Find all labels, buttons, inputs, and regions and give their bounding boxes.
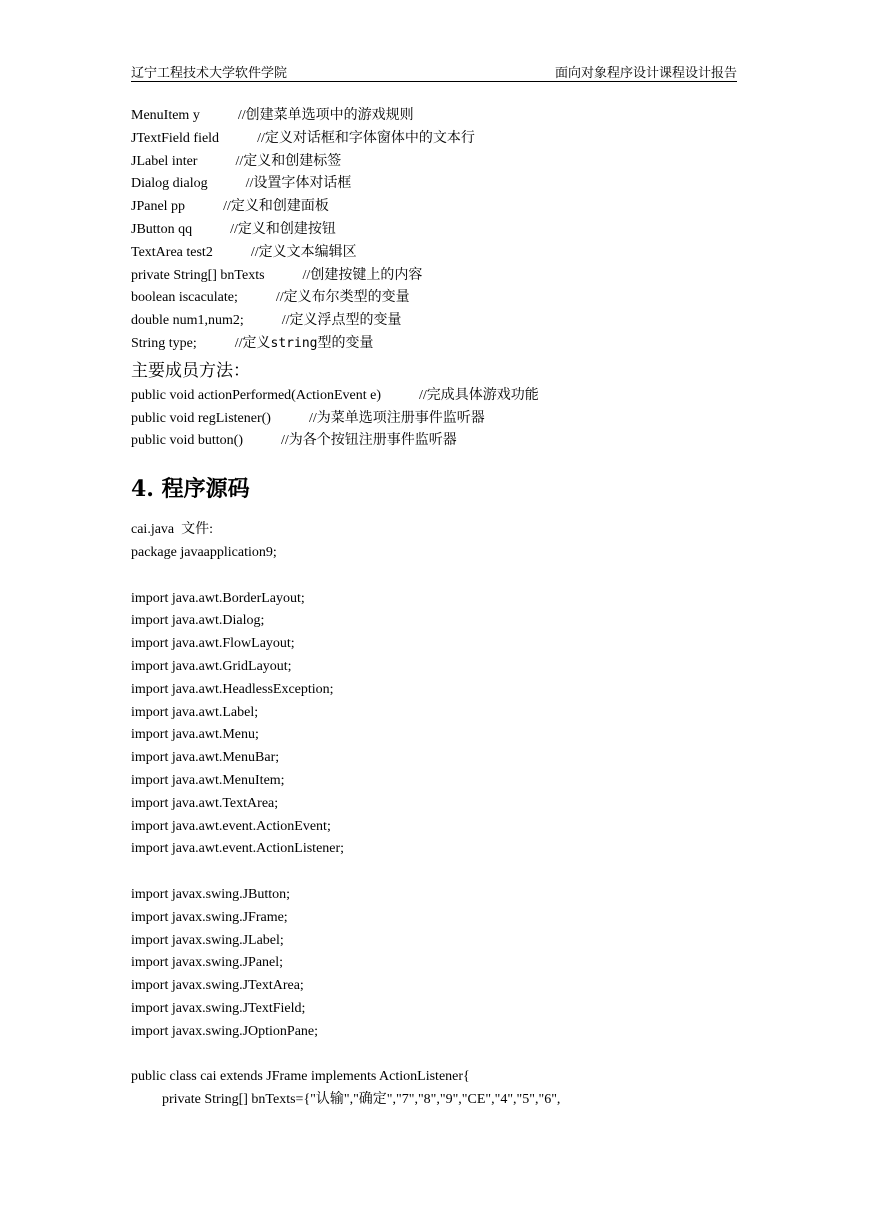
member-line: MenuItem y //创建菜单选项中的游戏规则 bbox=[131, 108, 414, 123]
import-line: import java.awt.BorderLayout; bbox=[131, 590, 305, 606]
import-line: import java.awt.TextArea; bbox=[131, 795, 279, 811]
method-line: public void actionPerformed(ActionEvent e) //完成具体游戏功能 bbox=[131, 387, 539, 403]
import-line: import java.awt.HeadlessException; bbox=[131, 681, 334, 697]
member-line: double num1,num2; //定义浮点型的变量 bbox=[131, 313, 402, 329]
class-declaration: public class cai extends JFrame implements ActionListener{ bbox=[131, 1069, 470, 1085]
file-label: cai.java 文件: bbox=[131, 522, 214, 538]
document-body bbox=[131, 105, 751, 1112]
member-line: Dialog dialog //设置字体对话框 bbox=[131, 176, 352, 192]
member-line-string-type: String type; //定义string型的变量 bbox=[131, 335, 374, 351]
header-report-title: 面向对象程序设计课程设计报告 bbox=[554, 65, 737, 80]
import-line: import javax.swing.JOptionPane; bbox=[131, 1023, 319, 1039]
import-line: import java.awt.Dialog; bbox=[131, 613, 265, 629]
blank-line bbox=[131, 1043, 751, 1066]
import-line: import java.awt.Label; bbox=[131, 704, 259, 720]
blank-line bbox=[131, 565, 751, 588]
member-line: JTextField field //定义对话框和字体窗体中的文本行 bbox=[131, 130, 475, 146]
import-line: import java.awt.event.ActionEvent; bbox=[131, 818, 331, 834]
member-line: JPanel pp //定义和创建面板 bbox=[131, 199, 329, 215]
import-line: import java.awt.event.ActionListener; bbox=[131, 841, 345, 857]
methods-heading: 主要成员方法： bbox=[131, 360, 250, 380]
page-header bbox=[131, 62, 737, 82]
header-school: 辽宁工程技术大学软件学院 bbox=[131, 65, 288, 80]
method-line: public void button() //为各个按钮注册事件监听器 bbox=[131, 433, 457, 449]
package-line: package javaapplication9; bbox=[131, 544, 277, 560]
member-line: TextArea test2 //定义文本编辑区 bbox=[131, 244, 357, 260]
bntexts-line: private String[] bnTexts={"认输","确定","7","8","9","CE","4","5","6", bbox=[162, 1092, 561, 1108]
blank-line bbox=[131, 861, 751, 884]
import-line: import javax.swing.JTextArea; bbox=[131, 978, 304, 994]
member-line: JLabel inter //定义和创建标签 bbox=[131, 153, 342, 169]
import-line: import java.awt.MenuItem; bbox=[131, 772, 285, 788]
import-line: import javax.swing.JPanel; bbox=[131, 955, 284, 971]
import-line: import javax.swing.JTextField; bbox=[131, 1000, 306, 1016]
method-line: public void regListener() //为菜单选项注册事件监听器 bbox=[131, 410, 485, 426]
import-line: import javax.swing.JButton; bbox=[131, 886, 291, 902]
member-line: JButton qq //定义和创建按钮 bbox=[131, 221, 336, 237]
import-line: import java.awt.FlowLayout; bbox=[131, 636, 295, 652]
section-title: 4. 程序源码 bbox=[131, 476, 250, 503]
import-line: import javax.swing.JLabel; bbox=[131, 932, 284, 948]
member-line: boolean iscaculate; //定义布尔类型的变量 bbox=[131, 290, 410, 306]
import-line: import javax.swing.JFrame; bbox=[131, 909, 288, 925]
member-line: private String[] bnTexts //创建按键上的内容 bbox=[131, 267, 423, 283]
import-line: import java.awt.MenuBar; bbox=[131, 750, 280, 766]
import-line: import java.awt.Menu; bbox=[131, 727, 259, 743]
import-line: import java.awt.GridLayout; bbox=[131, 658, 292, 674]
